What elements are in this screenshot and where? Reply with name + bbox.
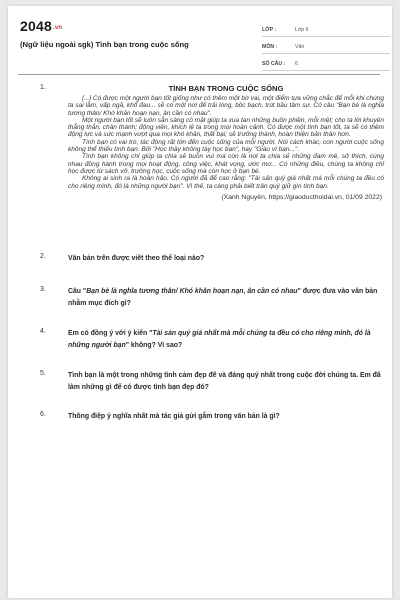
passage-paragraph: [...] Có được một người bạn tốt giống như có thêm một bờ vai, một điểm tựa vững chắc để mỗi khi chúng ta sai lầm, vấp ngã, khổ đau... sẽ có một nơi để trải lòng, bộc bạch, trút bầu tâm sự. Có câu "Bạn bè là nghĩa tương thân/ Khó khăn hoạn nạn, ân cần có nhau". [68,95,384,117]
meta-row-question-count [262,54,390,71]
question-number: 1. [40,84,46,91]
passage-paragraph: Tình bạn có vai trò, tác động rất lớn đến cuộc sống của mỗi người. Nói cách khác, con người cuộc sống không thể thiếu tình bạn. Bởi "Học thầy không tày học bạn", hay "Giàu vì bạn...". [68,138,384,154]
worksheet-page [8,6,392,598]
meta-row-subject [262,37,390,54]
question-item [40,253,382,265]
question-number: 6. [40,411,46,418]
passage-title: TÌNH BẠN TRONG CUỘC SỐNG [168,84,284,93]
question-item [40,411,382,423]
meta-table [262,20,390,71]
meta-value: 6 [295,61,298,67]
passage-paragraph: Không ai sinh ra là hoàn hảo. Có người đã để cao rằng: "Tài sản quý giá nhất mà mỗi chúng ta đều có cho riêng mình, đó là những người bạn". Vì thế, ta càng phải biết trân quý giữ gìn tình bạn. [68,175,384,190]
meta-row-class [262,20,390,37]
site-logo[interactable]: 2048.vn [20,18,63,34]
worksheet-subject: (Ngữ liệu ngoài sgk) Tình bạn trong cuộc sống [20,40,189,49]
question-item [40,286,382,310]
header-divider [18,74,380,75]
question-item [40,370,382,394]
reading-passage [68,84,384,202]
question-text: Câu "Bạn bè là nghĩa tương thân/ Khó khăn hoạn nạn, ân cần có nhau" được đưa vào văn bản nhằm mục đích gì? [68,288,378,307]
passage-paragraph: Tình bạn không chỉ giúp ta chia sẻ buồn vui mà còn là nơi ta chia sẻ những đam mê, sở thích, cùng nhau đồng hành trong mọi hoạt động, công việc, khát vọng, ước mơ... Có những điều, chúng ta không chỉ học được từ sách vở, trường học, cuộc sống mà còn học ở bạn bè. [68,153,384,175]
passage-source: (Xanh Nguyên, https://giaoducthoidai.vn, 01/09 2022) [221,193,382,201]
question-text: Em có đồng ý với ý kiến "Tài sản quý giá nhất mà mỗi chúng ta đều có cho riêng mình, đó là những người bạn" không? Vì sao? [68,330,371,349]
meta-key: MÔN : [262,44,278,50]
meta-value: Lớp 6 [295,27,309,33]
question-text: Tình bạn là một trong những tình cảm đẹp đẽ và đáng quý nhất trong cuộc đời chúng ta. Em đã làm những gì để có được tình bạn đẹp đó? [68,372,381,391]
passage-paragraph: Một người bạn tốt sẽ luôn sẵn sàng có mặt giúp ta xua tan những buồn phiền, mỗi mệt; cho ta lời khuyên thẳng thắn, chân thành; động viên, khích lệ ta trong mọi hoàn cảnh. Có được một tình bạn tốt, ta sẽ có thêm động lực và sức mạnh vượt qua mọi khó khăn, thất bại; sẽ trưởng thành, hoàn thiện bản thân hơn. [68,116,384,139]
worksheet-header [18,14,382,70]
question-number: 5. [40,370,46,377]
meta-key: SỐ CÂU : [262,61,286,67]
question-text: Văn bản trên được viết theo thể loại nào? [68,255,205,262]
meta-value: Văn [295,44,305,50]
question-number: 3. [40,286,46,293]
question-number: 2. [40,253,46,260]
question-text: Thông điệp ý nghĩa nhất mà tác giả gửi gắm trong văn bản là gì? [68,413,280,420]
question-item [40,328,382,352]
meta-key: LỚP : [262,27,277,33]
question-number: 4. [40,328,46,335]
